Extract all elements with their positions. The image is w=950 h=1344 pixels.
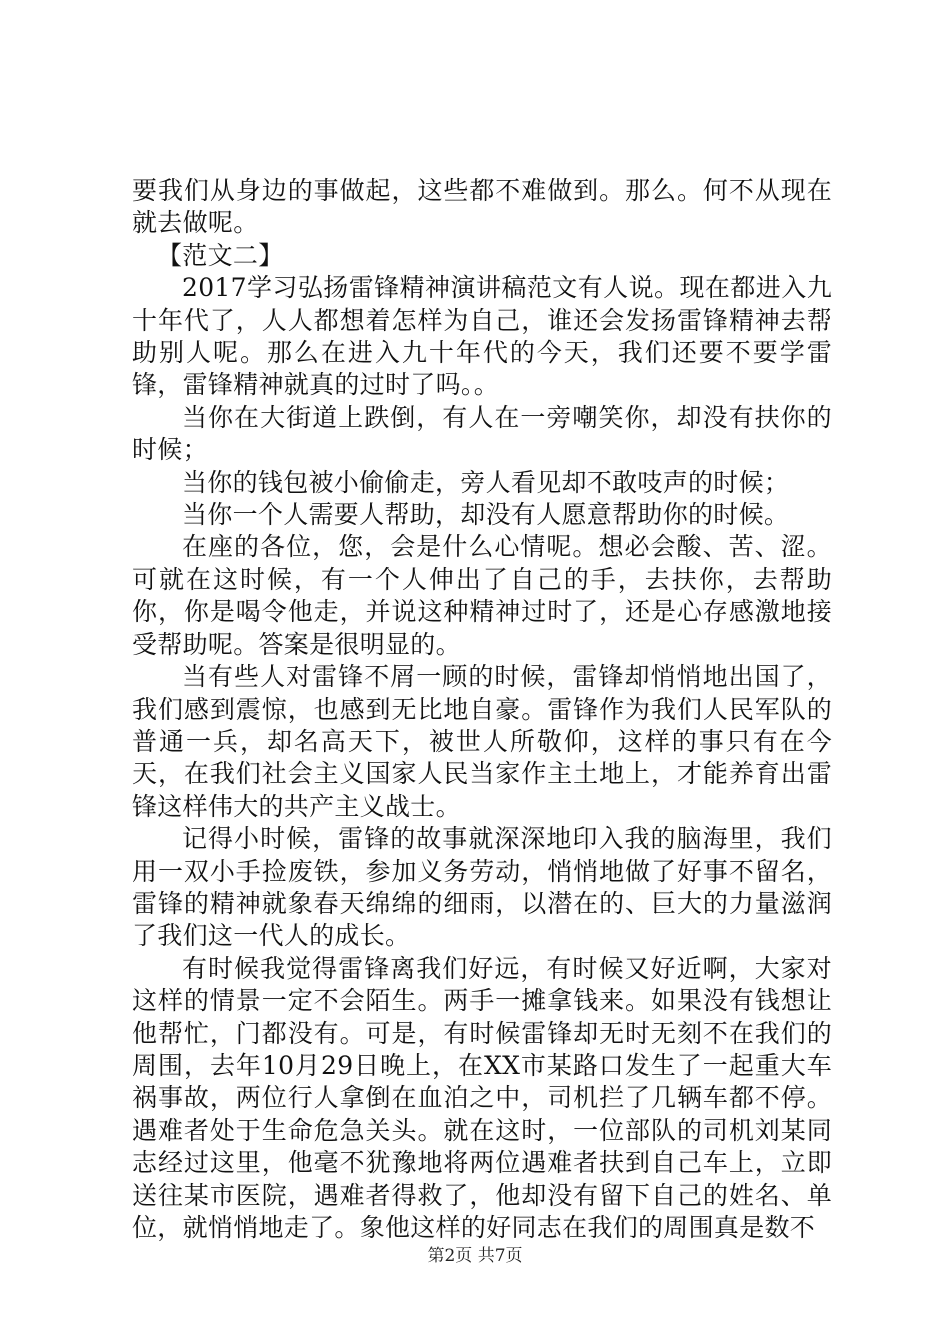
paragraph: 2017学习弘扬雷锋精神演讲稿范文有人说。现在都进入九十年代了，人人都想着怎样为自己，谁还会发扬雷锋精神去帮助别人呢。那么在进入九十年代的今天，我们还要不要学雷锋，雷锋精神就真的过时了吗。。 <box>132 273 832 400</box>
paragraph: 当你在大街道上跌倒，有人在一旁嘲笑你，却没有扶你的时候； <box>132 402 832 465</box>
section-heading: 【范文二】 <box>157 240 284 270</box>
paragraph-continued: 要我们从身边的事做起，这些都不难做到。那么。何不从现在就去做呢。 <box>132 176 832 238</box>
page-number-footer: 第2页 共7页 <box>427 1246 523 1266</box>
paragraph: 有时候我觉得雷锋离我们好远，有时候又好近啊，大家对这样的情景一定不会陌生。两手一摊拿钱来。如果没有钱想让他帮忙，门都没有。可是，有时候雷锋却无时无刻不在我们的周围，去年10月29日晚上，在XX市某路口发生了一起重大车祸事故，两位行人拿倒在血泊之中，司机拦了几辆车都不停。遇难者处于生命危急关头。就在这时，一位部队的司机刘某同志经过这里，他毫不犹豫地将两位遇难者扶到自己车上，立即送往某市医院，遇难者得救了，他却没有留下自己的姓名、单位，就悄悄地走了。象他这样的好同志在我们的周围真是数不 <box>132 953 832 1242</box>
paragraph: 当有些人对雷锋不屑一顾的时候，雷锋却悄悄地出国了，我们感到震惊，也感到无比地自豪。雷锋作为我们人民军队的普通一兵，却名高天下，被世人所敬仰，这样的事只有在今天，在我们社会主义国家人民当家作主土地上，才能养育出雷锋这样伟大的共产主义战士。 <box>132 662 832 821</box>
paragraph: 记得小时候，雷锋的故事就深深地印入我的脑海里，我们用一双小手捡废铁，参加义务劳动，悄悄地做了好事不留名，雷锋的精神就象春天绵绵的细雨，以潜在的、巨大的力量滋润了我们这一代人的成长。 <box>132 824 832 951</box>
paragraph: 在座的各位，您，会是什么心情呢。想必会酸、苦、涩。可就在这时候，有一个人伸出了自己的手，去扶你，去帮助你，你是喝令他走，并说这种精神过时了，还是心存感激地接受帮助呢。答案是很明显的。 <box>132 532 832 659</box>
paragraph: 当你一个人需要人帮助，却没有人愿意帮助你的时候。 <box>182 500 790 530</box>
document-body <box>132 175 832 1244</box>
paragraph: 当你的钱包被小偷偷走，旁人看见却不敢吱声的时候； <box>182 467 790 497</box>
